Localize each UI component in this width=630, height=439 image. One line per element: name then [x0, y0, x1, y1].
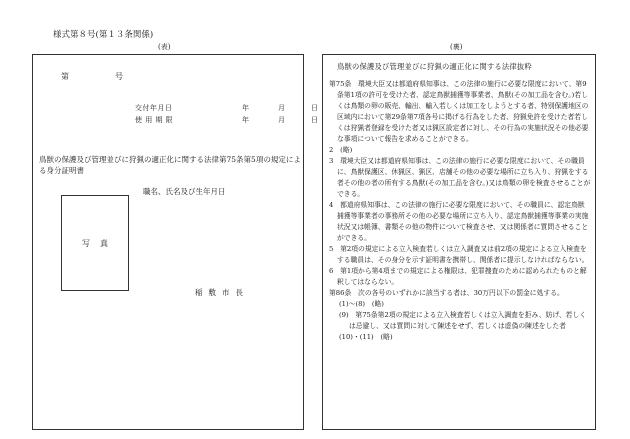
article-75-5: 5 第2項の規定による立入検査若しくは立入調査又は前2項の規定による立入検査をする職員は、その身分を示す証明書を携帯し、関係者に提示しなければならない。	[329, 245, 589, 264]
certificate-title: 鳥獣の保護及び管理並びに狩猟の適正化に関する法律第75条第5項の規定による身分証明書	[39, 155, 301, 175]
law-excerpt	[329, 79, 591, 343]
number-suffix: 号	[115, 72, 123, 81]
photo-box	[61, 195, 129, 291]
number-label: 第	[61, 72, 70, 81]
expiry-label: 使 用 期 限	[135, 116, 174, 124]
article-86-item-9: (9) 第75条第2項の規定による立入検査若しくは立入調査を拒み、妨げ、若しくは忌避し、又は質問に対して陳述をせず、若しくは虚偽の陳述をした者	[339, 311, 587, 330]
front-panel	[32, 54, 318, 430]
front-side-label: (表)	[158, 43, 171, 51]
year-unit: 年	[242, 104, 249, 112]
article-75-4: 4 都道府県知事は、この法律の施行に必要な限度において、その職員に、認定鳥獣捕獲等事業者の事務所その他の必要な場所に立ち入り、認定鳥獣捕獲等事業の実施状況又は帳簿、書類その他の物件について検査させ、又は関係者に質問させることができる。	[329, 201, 589, 242]
year-unit: 年	[242, 116, 249, 124]
article-75-6: 6 第1項から第4項までの規定による権限は、犯罪捜査のために認められたものと解釈してはならない。	[329, 267, 587, 286]
article-86-items-1-8: (1)～(8) (略)	[339, 300, 384, 308]
issue-date-label: 交付年月日	[135, 104, 173, 112]
article-75-1: 第75条 環境大臣又は都道府県知事は、この法律の施行に必要な限度において、第9条第1項の許可を受けた者、認定鳥獣捕獲等事業者、鳥獣(その加工品を含む。)若しくは鳥類の卵の販売、輸出、輸入若しくは加工をしようとする者、特別保護地区の区域内において第29条第7項各号に掲げる行為をした者、狩猟免許を受けた者若しくは狩猟者登録を受けた者又は猟区設定者に対し、その行為の実施状況その他必要な事項について報告を求めることができる。	[329, 80, 589, 143]
day-unit: 日	[311, 104, 318, 112]
back-side-label: (裏)	[450, 43, 463, 51]
article-75-3: 3 環境大臣又は都道府県知事は、この法律の施行に必要な限度において、その職員に、鳥獣保護区、休猟区、猟区、店舗その他の必要な場所に立ち入り、狩猟をする者その他の者の所有する鳥獣(その加工品を含む。)又は鳥類の卵を検査させることができる。	[329, 157, 591, 198]
form-number-label: 様式第８号(第１３条関係)	[53, 30, 154, 40]
back-title: 鳥獣の保護及び管理並びに狩猟の適正化に関する法律抜粋	[337, 62, 532, 71]
back-panel	[322, 54, 596, 430]
month-unit: 月	[278, 104, 285, 112]
article-86: 第86条 次の各号のいずれかに該当する者は、30万円以下の罰金に処する。	[329, 289, 564, 297]
photo-label: 写真	[82, 239, 118, 248]
month-unit: 月	[278, 116, 285, 124]
day-unit: 日	[311, 116, 318, 124]
issuer-signature: 稲敷市長	[195, 288, 249, 297]
article-75-2: 2 (略)	[329, 146, 353, 154]
article-86-items-10-11: (10)・(11) (略)	[339, 333, 393, 341]
duty-name-birthdate-label: 職名、氏名及び生年月日	[143, 187, 226, 196]
